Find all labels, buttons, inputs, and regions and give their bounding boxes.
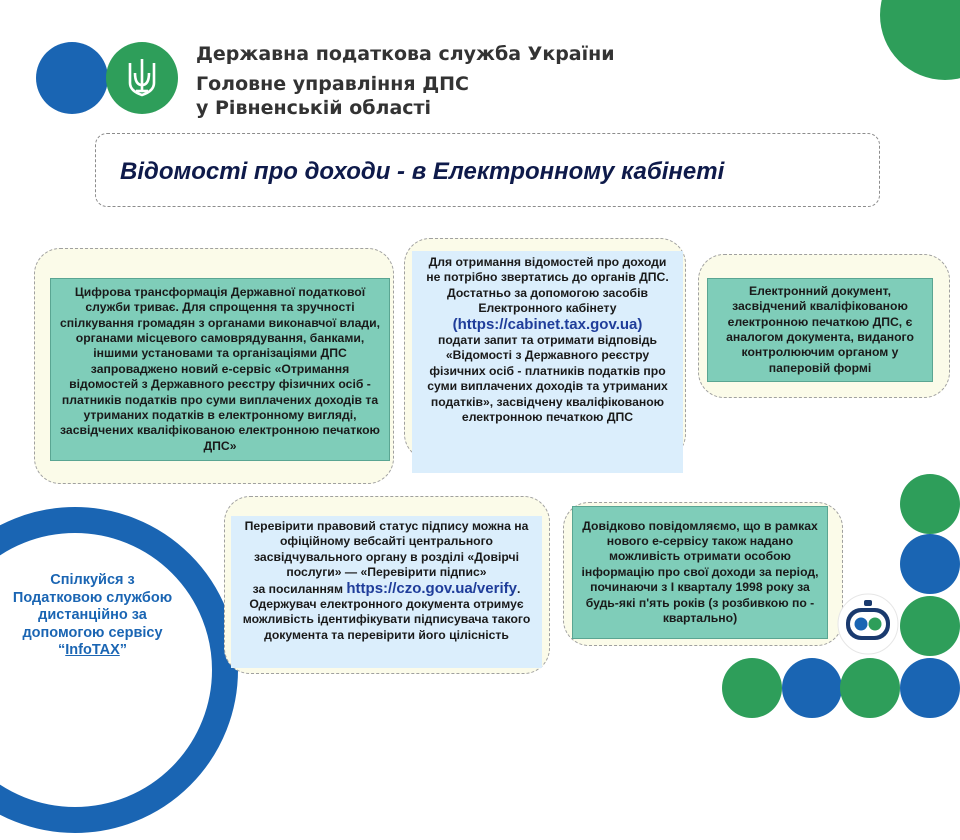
infotax-promo-text: Спілкуйся з Податковою службою дистанційно за допомогою сервісу “ [12, 572, 173, 658]
cabinet-link[interactable]: https://cabinet.tax.gov.ua [457, 315, 638, 333]
page-title: Відомості про доходи - в Електронному кабінеті [120, 158, 725, 185]
infotax-promo [10, 572, 175, 660]
decor-circle-blue [782, 658, 842, 718]
decor-circle-green [840, 658, 900, 718]
decor-circle-green [880, 0, 960, 80]
decor-circle-green [722, 658, 782, 718]
title-box [95, 133, 880, 207]
infotax-link[interactable]: InfoTAX [65, 642, 120, 658]
info-block-bottom-center [231, 516, 542, 668]
decor-circle-blue [900, 658, 960, 718]
bottom-center-url-suffix: . [516, 581, 521, 596]
decor-circle-green [900, 596, 960, 656]
center-text-after: подати запит та отримати відповідь «Відомості з Державного реєстру фізичних осіб - платників податків про суми виплачених доходів та утриманих податків», засвідчену кваліфікованою електронною печаткою ДПС [427, 333, 668, 425]
info-block-left: Цифрова трансформація Державної податкової служби триває. Для спрощення та зручності спілкування громадян з органами виконавчої влади, органами місцевого самоврядування, банками, іншими установами та організаціями ДПС запроваджено новий е-сервіс «Отримання відомостей з Державного реєстру фізичних осіб - платників податків про суми виплачених доходів та утриманих податків в електронному вигляді, засвідчених кваліфікованою електронною печаткою ДПС» [50, 278, 390, 461]
org-name-line1: Державна податкова служба України [196, 43, 615, 65]
czo-verify-link[interactable]: https://czo.gov.ua/verify [346, 579, 517, 597]
trident-icon [122, 55, 162, 101]
info-block-center [412, 251, 683, 473]
info-block-bottom-right: Довідково повідомляємо, що в рамках нового е-сервісу також надано можливість отримати особою інформацію про свої доходи за період, починаючи з І кварталу 1998 року за будь-які п'ять років (з розбивкою по - квартально) [572, 506, 828, 639]
decor-circle-blue [36, 42, 108, 114]
center-text-before: Для отримання відомостей про доходи не потрібно звертатись до органів ДПС. Достатньо за допомогою засобів Електронного кабінету [426, 255, 669, 316]
infotax-robot-icon [836, 592, 900, 656]
bottom-center-text-after: Одержувач електронного документа отримує можливість ідентифікувати підписувача такого документа та перевірити його цілісність [242, 597, 531, 642]
decor-circle-blue [900, 534, 960, 594]
bottom-center-text-before: Перевірити правовий статус підпису можна на офіційному вебсайті центрального засвідчувального органу в розділі «Довірчі послуги» — «Перевірити підпис» [244, 519, 529, 580]
org-name-line3: у Рівненській області [196, 97, 432, 119]
decor-circle-green [900, 474, 960, 534]
org-name-line2: Головне управління ДПС [196, 73, 470, 95]
infotax-promo-end: ” [119, 642, 127, 658]
center-paren-open: ( [452, 315, 458, 333]
info-block-right: Електронний документ, засвідчений кваліфікованою електронною печаткою ДПС, є аналогом документа, виданого контролюючим органом у паперовій формі [707, 278, 933, 382]
center-paren-close: ) [637, 315, 643, 333]
bottom-center-link-prefix: за посиланням [252, 581, 343, 596]
